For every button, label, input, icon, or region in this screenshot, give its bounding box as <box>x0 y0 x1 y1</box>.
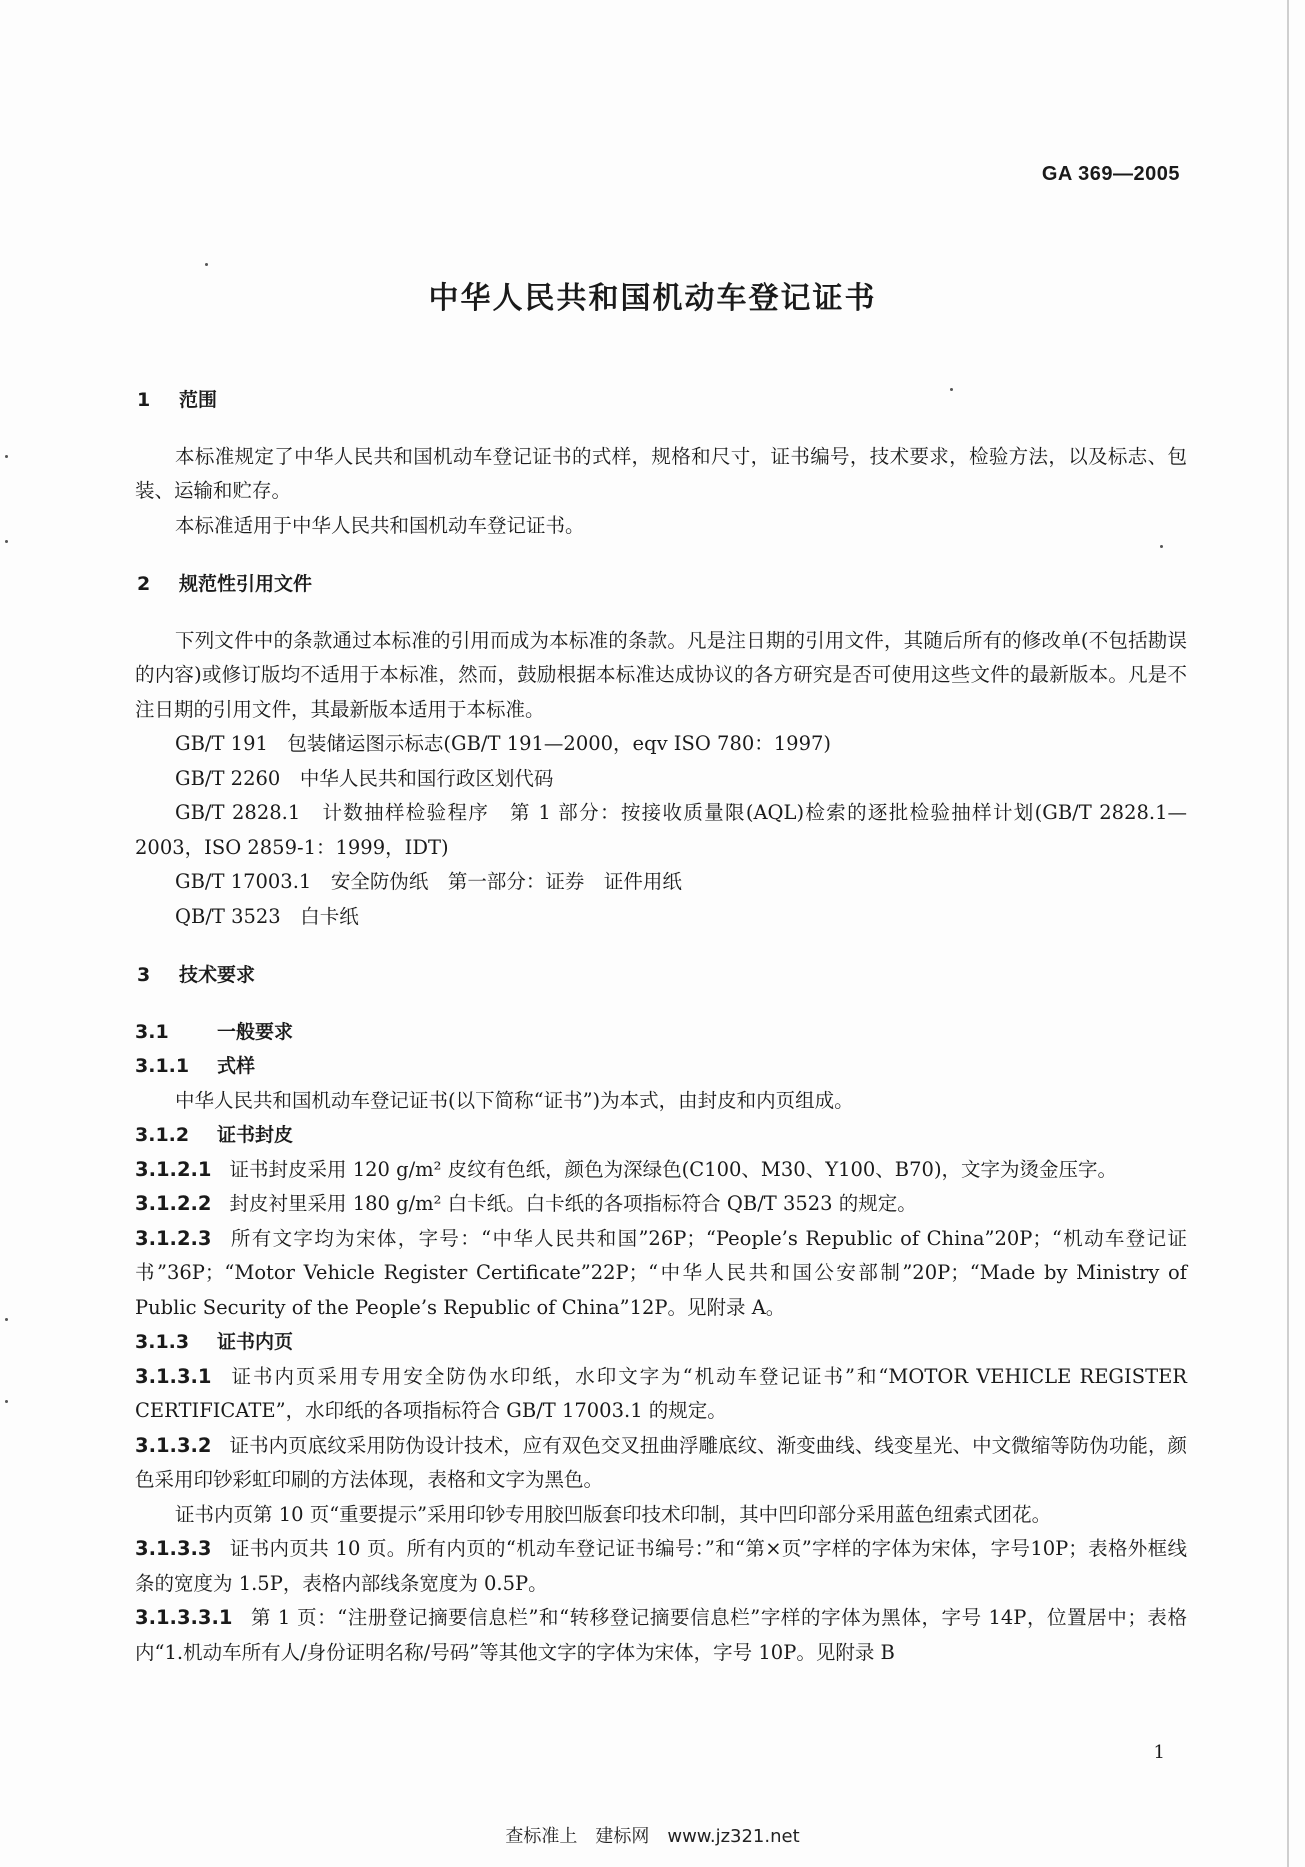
reference-item: GB/T 191 包装储运图示标志(GB/T 191—2000，eqv ISO 780：1997) <box>175 732 831 755</box>
footer-watermark: 查标准上 建标网 www.jz321.net <box>505 1826 800 1847</box>
page-number: 1 <box>1153 1742 1165 1763</box>
paragraph: 下列文件中的条款通过本标准的引用而成为本标准的条款。凡是注日期的引用文件，其随后所有的修改单(不包括勘误的内容)或修订版均不适用于本标准，然而，鼓励根据本标准达成协议的各方研究是否可使用这些文件的最新版本。凡是不注日期的引用文件，其最新版本适用于本标准。 <box>135 628 1187 721</box>
subsection-3-1-2-heading: 3.1.2 证书封皮 <box>135 1124 294 1146</box>
subsection-3-1-heading: 3.1 一般要求 <box>135 1020 294 1043</box>
paragraph: 本标准规定了中华人民共和国机动车登记证书的式样，规格和尺寸，证书编号，技术要求，检验方法，以及标志、包装、运输和贮存。 <box>135 444 1187 502</box>
clause-3-1-3-2: 3.1.3.2 证书内页底纹采用防伪设计技术，应有双色交叉扭曲浮雕底纹、渐变曲线、线变星光、中文微缩等防伪功能，颜色采用印钞彩虹印刷的方法体现，表格和文字为黑色。 <box>135 1433 1187 1491</box>
scan-speck <box>5 1400 8 1403</box>
document-title: 中华人民共和国机动车登记证书 <box>428 281 877 316</box>
document-body <box>135 375 1187 1670</box>
standard-code: GA 369—2005 <box>1041 163 1180 185</box>
section-3-heading: 3 技术要求 <box>137 964 256 986</box>
reference-item: GB/T 2260 中华人民共和国行政区划代码 <box>175 766 554 790</box>
paragraph: 本标准适用于中华人民共和国机动车登记证书。 <box>175 513 585 537</box>
clause-3-1-2-2: 3.1.2.2 封皮衬里采用 180 g/m² 白卡纸。白卡纸的各项指标符合 QB/T 3523 的规定。 <box>135 1192 917 1215</box>
scan-speck <box>5 540 8 543</box>
scan-speck <box>5 455 8 458</box>
scan-speck <box>205 263 208 266</box>
clause-3-1-3-1: 3.1.3.1 证书内页采用专用安全防伪水印纸，水印文字为“机动车登记证书”和“MOTOR VEHICLE REGISTER CERTIFICATE”，水印纸的各项指标符合 GB/T 17003.1 的规定。 <box>135 1364 1187 1422</box>
reference-item: GB/T 2828.1 计数抽样检验程序 第 1 部分：按接收质量限(AQL)检索的逐批检验抽样计划(GB/T 2828.1—2003，ISO 2859-1：1999，IDT) <box>135 801 1187 859</box>
scan-speck <box>950 388 953 391</box>
scan-speck <box>5 1318 8 1321</box>
subsection-3-1-3-heading: 3.1.3 证书内页 <box>135 1331 294 1353</box>
paragraph: 证书内页第 10 页“重要提示”采用印钞专用胶凹版套印技术印制，其中凹印部分采用蓝色纽索式团花。 <box>175 1502 1052 1526</box>
section-1-heading: 1 范围 <box>137 389 218 411</box>
reference-item: QB/T 3523 白卡纸 <box>175 904 359 928</box>
clause-3-1-2-3: 3.1.2.3 所有文字均为宋体，字号：“中华人民共和国”26P；“People’s Republic of China”20P；“机动车登记证书”36P；“Motor Vehicle Register Certificate”22P；“中华人民共和国公安部制”20P；“Made by Ministry of Public Security of the People’s Republic of China”12P。见附录 A。 <box>135 1226 1187 1319</box>
paragraph: 中华人民共和国机动车登记证书(以下简称“证书”)为本式，由封皮和内页组成。 <box>175 1088 854 1112</box>
section-2-heading: 2 规范性引用文件 <box>137 573 313 595</box>
clause-3-1-2-1: 3.1.2.1 证书封皮采用 120 g/m² 皮纹有色纸，颜色为深绿色(C100、M30、Y100、B70)，文字为烫金压字。 <box>135 1157 1118 1181</box>
reference-item: GB/T 17003.1 安全防伪纸 第一部分：证券 证件用纸 <box>175 870 682 893</box>
scan-speck <box>1160 545 1163 548</box>
subsection-3-1-1-heading: 3.1.1 式样 <box>135 1055 256 1077</box>
clause-3-1-3-3: 3.1.3.3 证书内页共 10 页。所有内页的“机动车登记证书编号：”和“第×页”字样的字体为宋体，字号10P；表格外框线条的宽度为 1.5P，表格内部线条宽度为 0.5P。 <box>135 1537 1187 1595</box>
clause-3-1-3-3-1: 3.1.3.3.1 第 1 页：“注册登记摘要信息栏”和“转移登记摘要信息栏”字样的字体为黑体，字号 14P，位置居中；表格内“1.机动车所有人/身份证明名称/号码”等其他文字的字体为宋体，字号 10P。见附录 B <box>135 1606 1187 1664</box>
